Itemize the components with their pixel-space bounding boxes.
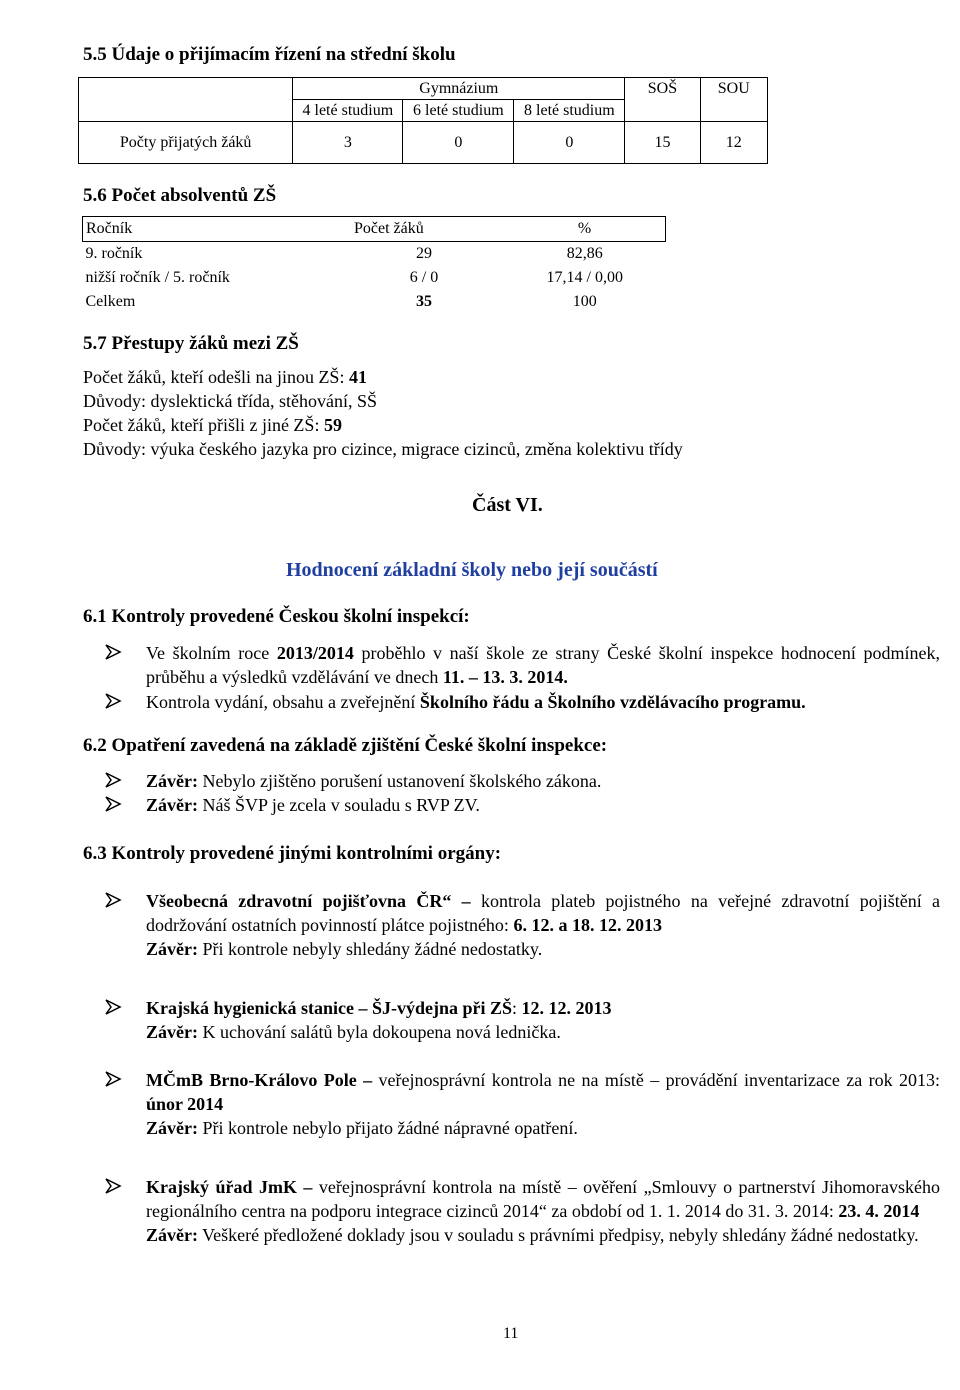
inspection-item-2	[146, 690, 940, 714]
transfers-in-text: Počet žáků, kteří přišli z jiné ZŠ:	[83, 415, 324, 435]
arrow-bullet-icon	[104, 1177, 122, 1195]
control-organization: MČmB Brno-Královo Pole –	[146, 1070, 373, 1090]
inspection-text: Kontrola vydání, obsahu a zveřejnění	[146, 692, 420, 712]
conclusion-text: Při kontrole nebylo přijato žádné nápravné opatření.	[197, 1118, 578, 1138]
transfers-in	[83, 414, 342, 436]
control-text: kontrola plateb pojistného na veřejné zdravotní pojištění a dodržování ostatních povinností plátce pojistného:	[146, 891, 940, 935]
arrow-bullet-icon	[104, 771, 122, 789]
arrow-bullet-icon	[104, 692, 122, 710]
grade-label: nižší ročník / 5. ročník	[85, 269, 230, 286]
grade-percent: 17,14 / 0,00	[546, 269, 623, 286]
grade-label: 9. ročník	[85, 245, 143, 262]
table-empty-cell	[79, 100, 293, 122]
grade-count: 29	[416, 245, 432, 262]
control-text: veřejnosprávní kontrola ne na místě – provádění inventarizace za rok 2013:	[372, 1070, 940, 1090]
part-subtitle: Hodnocení základní školy nebo její součástí	[286, 559, 658, 581]
transfers-out	[83, 366, 367, 388]
control-khs	[146, 996, 940, 1044]
measure-item-1	[146, 769, 940, 793]
header-percent: %	[504, 217, 666, 242]
conclusion-label: Závěr:	[146, 939, 198, 959]
table-corner-cell	[79, 78, 293, 100]
arrow-bullet-icon	[104, 643, 122, 661]
graduates-table	[82, 216, 666, 314]
row-label: Počty přijatých žáků	[79, 122, 293, 164]
total-label: Celkem	[85, 293, 136, 310]
inspection-text: proběhlo v naší škole ze strany České školní inspekce hodnocení podmínek, průběhu a výsledků vzdělávání ve dnech	[146, 643, 940, 687]
value-cell: 12	[700, 122, 767, 164]
control-organization: Krajský úřad JmK –	[146, 1177, 313, 1197]
transfers-out-value: 41	[348, 367, 367, 387]
sou-header: SOU	[700, 78, 767, 122]
control-vzp	[146, 889, 940, 961]
section-heading-5-7: 5.7 Přestupy žáků mezi ZŠ	[83, 333, 299, 354]
measure-item-2	[146, 793, 940, 817]
conclusion-label: Závěr:	[146, 771, 198, 791]
section-heading-6-3: 6.3 Kontroly provedené jinými kontrolními orgány:	[83, 843, 502, 864]
conclusion-label: Závěr:	[146, 1118, 198, 1138]
transfers-out-reasons: Důvody: dyslektická třída, stěhování, SŠ	[83, 391, 377, 411]
total-count: 35	[416, 293, 432, 310]
conclusion-text: Veškeré předložené doklady jsou v souladu s právními předpisy, nebyly shledány žádné nedostatky.	[197, 1225, 919, 1245]
control-kraj	[146, 1175, 940, 1247]
value-cell: 0	[403, 122, 514, 164]
control-date: 12. 12. 2013	[521, 998, 612, 1018]
header-count: Počet žáků	[344, 217, 504, 242]
control-date: 6. 12. a 18. 12. 2013	[513, 915, 662, 935]
control-organization: Krajská hygienická stanice – ŠJ-výdejna při ZŠ	[146, 998, 513, 1018]
admission-table	[78, 77, 768, 164]
header-grade: Ročník	[83, 217, 345, 242]
transfers-in-reasons: Důvody: výuka českého jazyka pro cizince, migrace cizinců, změna kolektivu třídy	[83, 439, 683, 459]
arrow-bullet-icon	[104, 998, 122, 1016]
control-date: únor 2014	[146, 1094, 224, 1114]
value-cell: 15	[625, 122, 700, 164]
control-text: :	[512, 998, 522, 1018]
control-mcmb	[146, 1068, 940, 1140]
inspection-text: Ve školním roce	[146, 643, 277, 663]
section-heading-6-1: 6.1 Kontroly provedené Českou školní inspekcí:	[83, 606, 470, 627]
value-cell: 0	[514, 122, 625, 164]
gymnazium-header: Gymnázium	[293, 78, 625, 100]
page-number: 11	[503, 1325, 519, 1342]
section-heading-6-2: 6.2 Opatření zavedená na základě zjištění České školní inspekce:	[83, 735, 608, 756]
conclusion-label: Závěr:	[146, 795, 198, 815]
sos-header: SOŠ	[625, 78, 700, 122]
value-cell: 3	[293, 122, 403, 164]
inspection-subject: Školního řádu a Školního vzdělávacího programu.	[419, 692, 806, 712]
total-percent: 100	[572, 293, 597, 310]
transfers-out-text: Počet žáků, kteří odešli na jinou ZŠ:	[83, 367, 349, 387]
grade-count: 6 / 0	[409, 269, 439, 286]
arrow-bullet-icon	[104, 795, 122, 813]
conclusion-text: Náš ŠVP je zcela v souladu s RVP ZV.	[197, 795, 480, 815]
part-title: Část VI.	[472, 494, 543, 516]
inspection-item-1	[146, 641, 940, 689]
control-text: veřejnosprávní kontrola na místě – ověření „Smlouvy o partnerství Jihomoravského regionálního centra na podporu integrace cizinců 2014“ za období od 1. 1. 2014 do 31. 3. 2014:	[146, 1177, 940, 1221]
col-4-year: 4 leté studium	[293, 100, 403, 122]
conclusion-label: Závěr:	[146, 1022, 198, 1042]
section-heading-5-6: 5.6 Počet absolventů ZŠ	[83, 185, 277, 206]
conclusion-label: Závěr:	[146, 1225, 198, 1245]
grade-percent: 82,86	[566, 245, 603, 262]
section-heading-5-5: 5.5 Údaje o přijímacím řízení na střední školu	[83, 44, 456, 65]
inspection-date: 11. – 13. 3. 2014.	[442, 667, 568, 687]
col-8-year: 8 leté studium	[514, 100, 625, 122]
arrow-bullet-icon	[104, 1070, 122, 1088]
conclusion-text: K uchování salátů byla dokoupena nová lednička.	[197, 1022, 561, 1042]
control-date: 23. 4. 2014	[838, 1201, 920, 1221]
conclusion-text: Při kontrole nebyly shledány žádné nedostatky.	[197, 939, 543, 959]
conclusion-text: Nebylo zjištěno porušení ustanovení školského zákona.	[197, 771, 602, 791]
school-year: 2013/2014	[276, 643, 354, 663]
arrow-bullet-icon	[104, 891, 122, 909]
col-6-year: 6 leté studium	[403, 100, 514, 122]
control-organization: Všeobecná zdravotní pojišťovna ČR“ –	[146, 891, 471, 911]
transfers-in-value: 59	[323, 415, 342, 435]
